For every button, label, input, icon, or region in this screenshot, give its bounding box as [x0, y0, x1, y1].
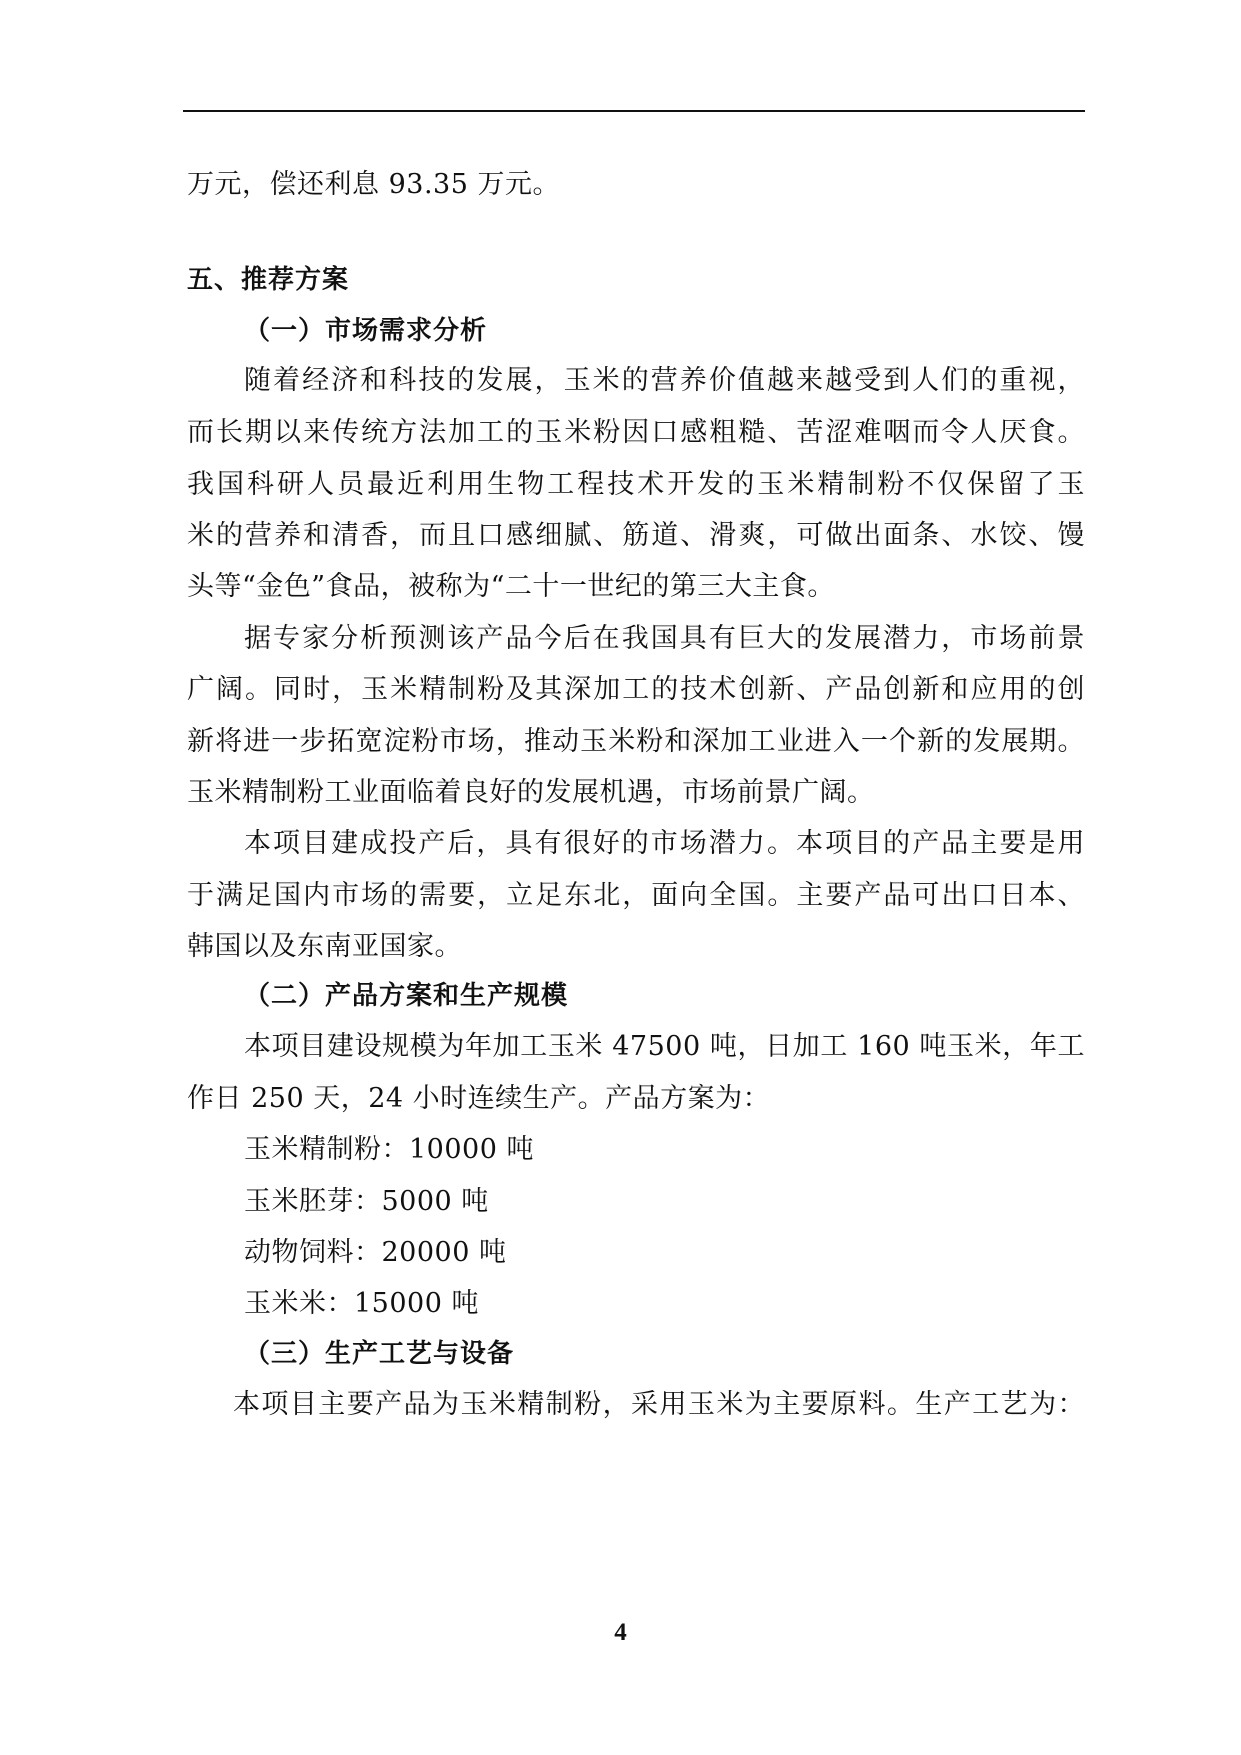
product-item: 动物饲料：20000 吨: [244, 1237, 507, 1268]
paragraph-line: 头等“金色”食品，被称为“二十一世纪的第三大主食。: [187, 571, 835, 602]
continuation-line: 万元，偿还利息 93.35 万元。: [187, 169, 560, 200]
paragraph-line: 据专家分析预测该产品今后在我国具有巨大的发展潜力，市场前景: [244, 623, 1085, 654]
paragraph-line: 随着经济和科技的发展，玉米的营养价值越来越受到人们的重视，: [244, 365, 1085, 396]
header-rule: [183, 110, 1085, 112]
paragraph-line: 于满足国内市场的需要，立足东北，面向全国。主要产品可出口日本、: [187, 880, 1085, 911]
paragraph-line: 本项目建设规模为年加工玉米 47500 吨，日加工 160 吨玉米，年工: [244, 1031, 1085, 1062]
subsection-title-products: （二）产品方案和生产规模: [244, 981, 569, 1011]
paragraph-line: 广阔。同时，玉米精制粉及其深加工的技术创新、产品创新和应用的创: [187, 674, 1085, 705]
paragraph-line: 本项目建成投产后，具有很好的市场潜力。本项目的产品主要是用: [244, 828, 1085, 859]
product-item: 玉米胚芽：5000 吨: [244, 1186, 489, 1217]
paragraph-line: 米的营养和清香，而且口感细腻、筋道、滑爽，可做出面条、水饺、馒: [187, 520, 1085, 551]
subsection-title-market: （一）市场需求分析: [244, 316, 488, 346]
paragraph-line: 而长期以来传统方法加工的玉米粉因口感粗糙、苦涩难咽而令人厌食。: [187, 417, 1085, 448]
paragraph-line: 作日 250 天，24 小时连续生产。产品方案为：: [187, 1083, 771, 1114]
paragraph-line: 本项目主要产品为玉米精制粉，采用玉米为主要原料。生产工艺为：: [233, 1389, 1085, 1420]
subsection-title-process: （三）生产工艺与设备: [244, 1339, 515, 1369]
section-title: 五、推荐方案: [187, 265, 350, 295]
paragraph-line: 玉米精制粉工业面临着良好的发展机遇，市场前景广阔。: [187, 777, 875, 808]
paragraph-line: 韩国以及东南亚国家。: [187, 931, 462, 962]
paragraph-line: 我国科研人员最近利用生物工程技术开发的玉米精制粉不仅保留了玉: [187, 469, 1085, 500]
product-item: 玉米米：15000 吨: [244, 1288, 479, 1319]
product-item: 玉米精制粉：10000 吨: [244, 1134, 534, 1165]
paragraph-line: 新将进一步拓宽淀粉市场，推动玉米粉和深加工业进入一个新的发展期。: [187, 726, 1085, 757]
page-number: 4: [614, 1619, 627, 1646]
